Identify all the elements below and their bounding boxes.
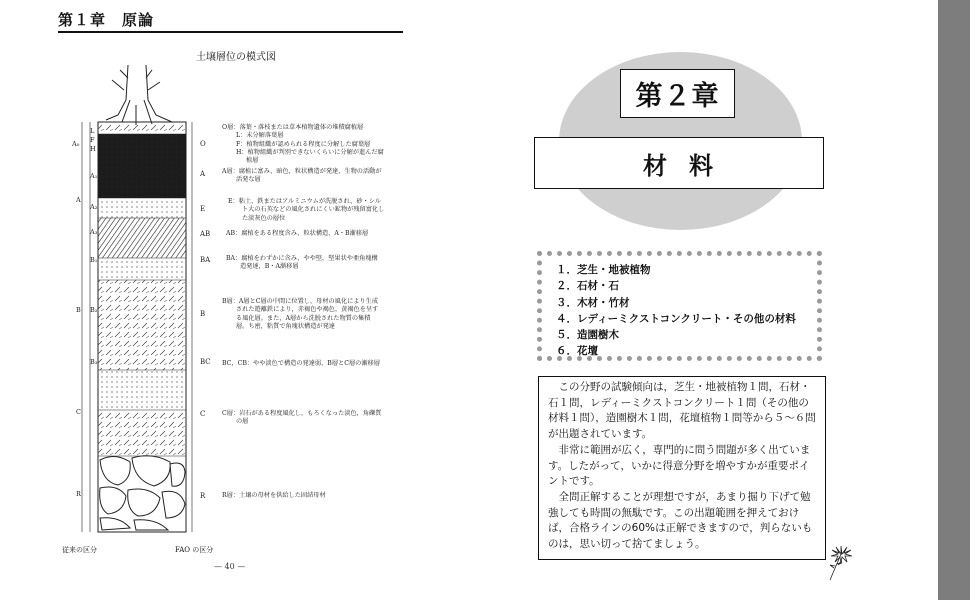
toc-item: １．芝生・地被植物 — [556, 264, 651, 276]
page-edge-bar — [938, 0, 970, 600]
tag-a0: A₀ — [72, 140, 80, 148]
fao-ab: AB — [200, 230, 211, 238]
desc-c: C層：岩石がある程度風化し，もろくなった淡色，角礫質 の層 — [222, 410, 382, 426]
page-number: — 40 — — [214, 562, 246, 571]
bedrock-stones — [100, 456, 185, 530]
figure-title: 土壌層位の模式図 — [196, 52, 276, 63]
tree-trunk-icon — [106, 65, 172, 125]
toc-box — [537, 251, 822, 361]
toc-item: ２．石材・石 — [556, 280, 619, 293]
fao-c: C — [200, 410, 206, 418]
desc-a: A層：腐植に富み，暗色，粒状構造が発達，生物の活動が 活発な層 — [222, 168, 382, 184]
tag-b3: B₃ — [90, 358, 98, 366]
chapter-subject: 材料 — [534, 137, 824, 189]
tag-b1: B₁ — [90, 256, 98, 264]
heading-rule — [58, 31, 403, 33]
tag-a3: A₃ — [90, 228, 98, 236]
fao-o: O — [200, 140, 206, 148]
fao-bc: BC — [200, 358, 211, 366]
intro-text-box — [538, 376, 826, 560]
chapter-heading: 第１章 原論 — [58, 11, 155, 29]
tag-a: A — [76, 196, 81, 204]
left-page — [0, 0, 470, 600]
fao-r: R — [200, 492, 206, 500]
tag-a2: A₂ — [90, 203, 98, 211]
fao-b: B — [200, 310, 206, 318]
right-page — [470, 0, 970, 600]
fao-e: E — [200, 205, 206, 213]
fao-a: A — [200, 170, 206, 178]
desc-e: E：粘土，鉄またはアルミニウムが洗脱され，砂・シル ト大の石英などの風化されにくい鉱物が残留富化し た淡灰色の層位 — [228, 198, 385, 222]
fao-label: FAO の区分 — [175, 546, 214, 554]
intro-paragraph: 非常に範囲が広く，専門的に問う問題が多く出ています。したがって，いかに得意分野を増やすかが重要ポイントです。 — [548, 443, 811, 488]
soil-profile-illustration — [60, 60, 210, 540]
tag-a1: A₁ — [90, 172, 98, 180]
tag-b2: B₂ — [90, 306, 98, 314]
desc-r: R層：土壌の母材を供給した固結母材 — [222, 492, 326, 499]
desc-o: O層：落葉・落枝または草本植物遺体の堆積腐植層 L：未分解落葉層 F：植物組織が認められる程度に分解した腐葉層 H：植物組織が判別できないくらいに分解が進んだ腐 植層 — [222, 124, 384, 165]
tag-b: B — [76, 306, 81, 314]
intro-paragraph: 全問正解することが理想ですが，あまり掘り下げて勉強しても時間の無駄です。この出題範囲を押えておけば，合格ラインの60%は正解できますので，判らないものは，思い切って捨てましょう。 — [548, 490, 813, 551]
toc-item: ６．花壇 — [556, 345, 598, 358]
tag-r: R — [76, 490, 81, 498]
toc-item: ５．造園樹木 — [556, 329, 619, 342]
fao-ba: BA — [200, 256, 211, 264]
intro-paragraph: この分野の試験傾向は，芝生・地被植物１問，石材・石１問，レディーミクストコンクリート１問（その他の材料１問），造園樹木１問，花壇植物１問等から５～６問が出題されています。 — [548, 381, 816, 441]
desc-ab: AB：腐植をある程度含み，粒状構造，A・B漸移層 — [226, 230, 369, 237]
desc-ba: BA：腐植をわずかに含み，やや堅，堅果状や亜角塊構 造発達，B・A漸移層 — [226, 255, 378, 271]
toc-item: ４．レディーミクストコンクリート・その他の材料 — [556, 312, 796, 325]
toc-list — [556, 262, 796, 360]
desc-b: B層：A層とC層の中間に位置し，母材の風化により生成 された遊離鉄により，赤褐色や褐色，黄褐色を呈す る風化層。また，A層から洗脱された物質の集積 層。ち密，粘質で角塊状構造が発達 — [222, 298, 379, 330]
chapter-title: 第２章 — [620, 69, 735, 118]
conventional-label: 従来の区分 — [62, 546, 97, 554]
tag-l: L — [90, 127, 95, 135]
desc-bc: BC，CB：やや淡色で構造の発達弱，B層とC層の漸移層 — [222, 360, 380, 367]
tag-c: C — [76, 408, 81, 416]
flower-icon — [824, 538, 854, 582]
toc-item: ３．木材・竹材 — [556, 296, 630, 309]
tag-f: F — [90, 136, 95, 144]
tag-h: H — [90, 145, 96, 153]
